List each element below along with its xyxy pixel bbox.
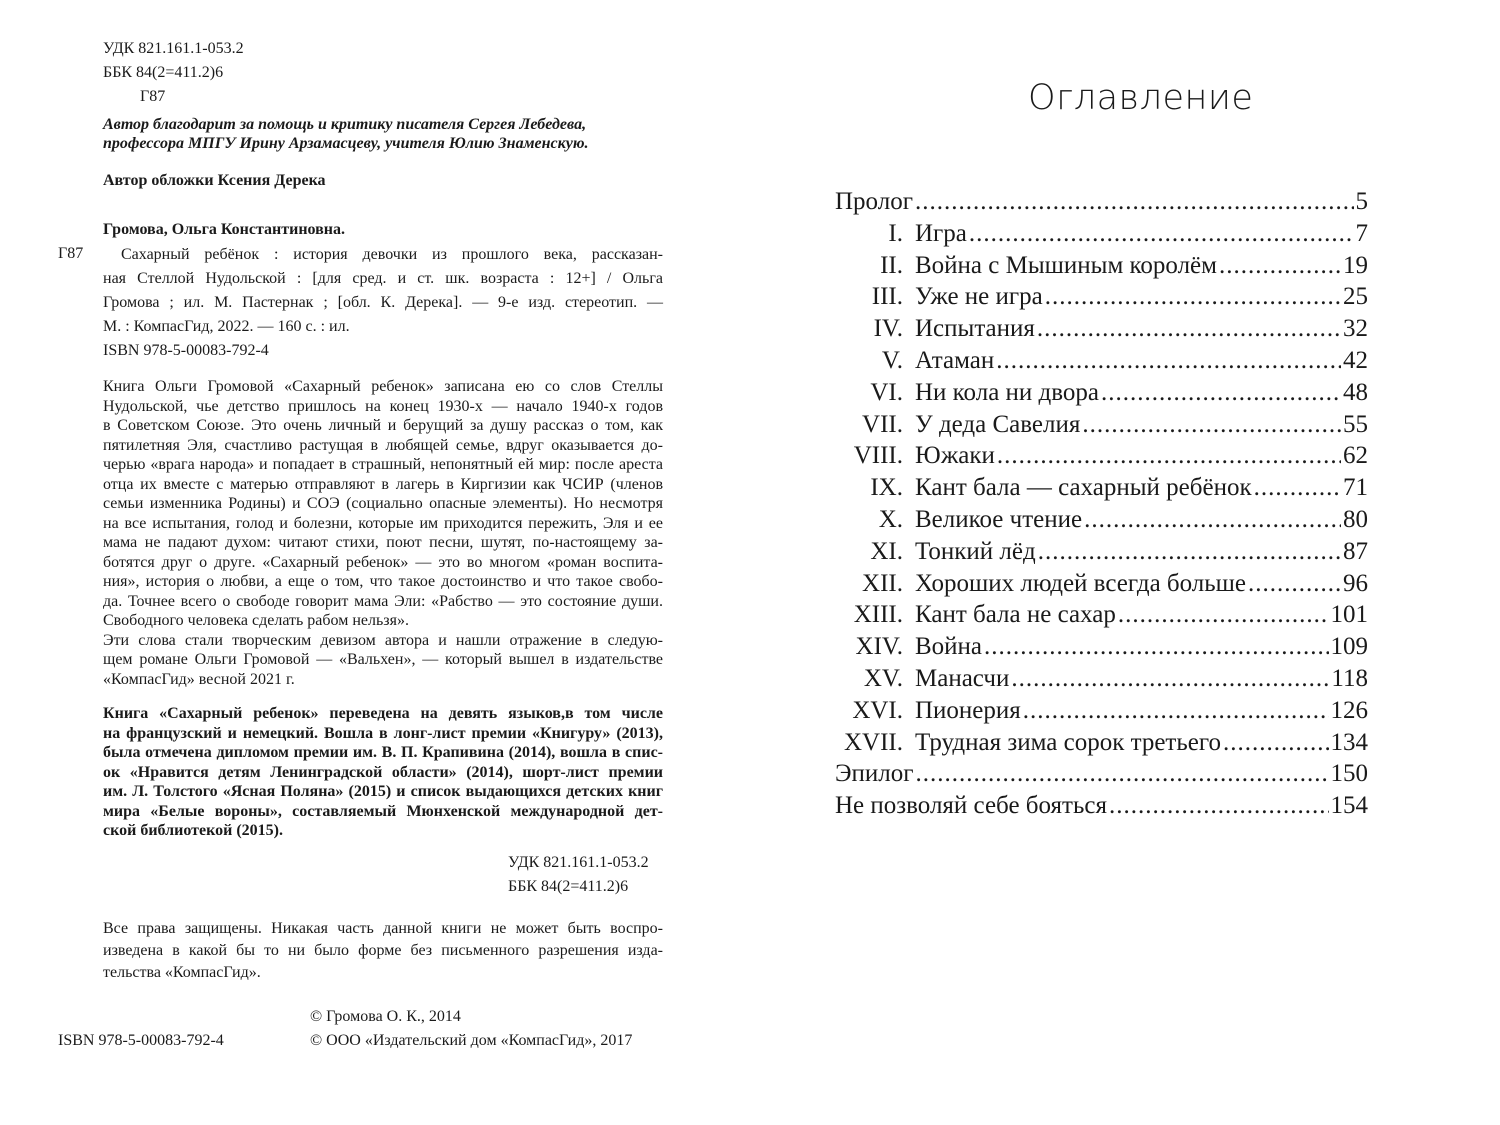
awards-line: ок «Нравится детям Ленинградской области» (2014), шорт-лист премии <box>103 763 663 781</box>
toc-page-number: 5 <box>1355 188 1368 215</box>
toc-entry[interactable] <box>835 345 1368 377</box>
annotation-line: щем романе Ольги Громовой — «Вальхен», — который вышел в издательстве <box>103 651 663 668</box>
annotation-line: ния», история о любви, а еще о том, что такое достоинство и что такое свобо- <box>103 573 663 590</box>
annotation-line: мама не падают духом: читают стихи, поют песни, шутят, по-настоящему за- <box>103 534 663 551</box>
toc-chapter-title: Война <box>915 633 983 661</box>
toc-entry[interactable] <box>835 758 1368 790</box>
toc-entry[interactable] <box>835 281 1368 313</box>
annotation-line: ботятся друг о друге. «Сахарный ребенок» — это во многом «роман воспита- <box>103 553 663 571</box>
toc-page-number: 126 <box>1330 696 1368 724</box>
toc-chapter-title: Манасчи <box>915 664 1010 692</box>
biblio-isbn: ISBN 978-5-00083-792-4 <box>103 342 269 359</box>
toc-entry[interactable] <box>835 409 1368 441</box>
toc-page-number: 154 <box>1330 792 1368 820</box>
annotation-line: на все испытания, голод и болезни, которые им приходится пережить, Эля и ее <box>103 514 663 532</box>
toc-chapter-title: Великое чтение <box>915 505 1083 533</box>
toc-entry[interactable] <box>835 631 1368 663</box>
awards-line: мира «Белые вороны», составляемый Мюнхенской международной дет- <box>103 802 663 820</box>
awards-line: Книга «Сахарный ребенок» переведена на девять языков,в том числе <box>103 705 663 722</box>
toc-chapter-title: Южаки <box>915 442 995 470</box>
toc-page-number: 25 <box>1343 283 1368 311</box>
contents-page <box>750 0 1500 1125</box>
annotation-line: да. Точнее всего о свободе говорит мама Эли: «Рабство — это состояние души. <box>103 592 663 610</box>
author-sign: Г87 <box>140 88 166 105</box>
isbn: ISBN 978-5-00083-792-4 <box>58 1032 224 1049</box>
toc-page-number: 71 <box>1343 474 1368 502</box>
toc-chapter-title: Пионерия <box>915 696 1021 724</box>
side-author-sign: Г87 <box>58 245 84 262</box>
toc-page-number: 7 <box>1355 219 1368 247</box>
toc-page-number: 96 <box>1343 569 1368 597</box>
udk-code-bottom: УДК 821.161.1-053.2 <box>508 854 649 871</box>
toc-entry[interactable] <box>835 790 1368 822</box>
toc-chapter-number: VII. <box>862 410 903 438</box>
biblio-line: Сахарный ребёнок : история девочки из прошлого века, рассказан- <box>121 246 663 263</box>
toc-dot-leader <box>969 218 1354 250</box>
toc-entry[interactable] <box>835 250 1368 282</box>
toc-page-number: 42 <box>1343 346 1368 374</box>
toc-page-number: 62 <box>1343 442 1368 470</box>
toc-chapter-number: XIV. <box>855 633 903 661</box>
toc-entry[interactable] <box>835 186 1368 218</box>
toc-dot-leader <box>1219 250 1341 282</box>
toc-dot-leader <box>916 758 1329 790</box>
toc-dot-leader <box>1082 409 1341 441</box>
toc-chapter-number: XI. <box>870 537 903 565</box>
toc-chapter-number: I. <box>888 219 903 247</box>
rights-line: изведена в какой бы то ни было форме без письменного разрешения изда- <box>103 942 663 959</box>
toc-page-number: 101 <box>1330 601 1368 629</box>
toc-chapter-title: Кант бала — сахарный ребёнок <box>915 474 1252 502</box>
toc-chapter-title: Уже не игра <box>915 283 1043 311</box>
acknowledgements <box>103 115 663 154</box>
annotation-line: отца их вместе с матерью отправляют в лагерь в Киргизии как ЧСИР (членов <box>103 475 663 493</box>
toc-chapter-number: XIII. <box>853 601 903 629</box>
toc-entry[interactable] <box>835 663 1368 695</box>
toc-entry[interactable] <box>835 536 1368 568</box>
toc-chapter-number: XII. <box>862 569 903 597</box>
toc-dot-leader <box>1254 472 1341 504</box>
toc-entry[interactable] <box>835 568 1368 600</box>
toc-entry[interactable] <box>835 599 1368 631</box>
toc-entry[interactable] <box>835 472 1368 504</box>
toc-chapter-number: XVII. <box>843 728 903 756</box>
main-author: Громова, Ольга Константиновна. <box>103 221 345 238</box>
cover-author: Автор обложки Ксения Дерека <box>103 172 326 189</box>
toc-dot-leader <box>1038 536 1341 568</box>
toc-chapter-title: Эпилог <box>835 760 914 788</box>
annotation-line: «КомпасГид» весной 2021 г. <box>103 670 295 688</box>
toc-chapter-title: Война с Мышиным королём <box>915 251 1217 279</box>
toc-dot-leader <box>1084 504 1341 536</box>
toc-dot-leader <box>1223 727 1329 759</box>
acknowledgements-line: профессора МПГУ Ирину Арзамасцеву, учителя Юлию Знаменскую. <box>103 135 589 153</box>
toc-dot-leader <box>915 186 1354 218</box>
toc-dot-leader <box>996 345 1341 377</box>
awards-line: на французский и немецкий. Вошла в лонг-лист премии «Книгуру» (2013), <box>103 724 663 742</box>
toc-chapter-title: Атаман <box>915 346 995 374</box>
toc-chapter-title: Хороших людей всегда больше <box>915 569 1247 597</box>
annotation-line: Эти слова стали творческим девизом автора и нашли отражение в следую- <box>103 631 663 649</box>
rights-line: тельства «КомпасГид». <box>103 964 261 981</box>
toc-entry[interactable] <box>835 727 1368 759</box>
toc-page-number: 87 <box>1343 537 1368 565</box>
toc-entry[interactable] <box>835 313 1368 345</box>
toc-dot-leader <box>1045 281 1341 313</box>
toc-chapter-title: Тонкий лёд <box>915 537 1036 565</box>
toc-page-number: 134 <box>1330 728 1368 756</box>
toc-dot-leader <box>984 631 1328 663</box>
rights-notice <box>103 918 663 984</box>
annotation-line: в Советском Союзе. Это очень личный и берущий за душу рассказ о том, как <box>103 417 663 434</box>
toc-dot-leader <box>1101 377 1341 409</box>
toc-dot-leader <box>1023 695 1329 727</box>
bibliographic-record <box>103 243 663 363</box>
toc-entry[interactable] <box>835 218 1368 250</box>
contents-title: Оглавление <box>1028 78 1254 118</box>
acknowledgements-line: Автор благодарит за помощь и критику писателя Сергея Лебедева, <box>103 116 587 133</box>
toc-chapter-title: Не позволяй себе бояться <box>835 792 1107 820</box>
awards <box>103 704 663 841</box>
toc-chapter-number: III. <box>871 283 903 311</box>
copyright-author: © Громова О. К., 2014 <box>310 1008 461 1025</box>
annotation-line: Нудольской, чье детство пришлось на конец 1930-х — начало 1940-х годов <box>103 397 663 415</box>
rights-line: Все права защищены. Никакая часть данной книги не может быть воспро- <box>103 920 663 937</box>
annotation <box>103 377 663 689</box>
toc-entry[interactable] <box>835 377 1368 409</box>
biblio-line: ная Стеллой Нудольской : [для сред. и ст. шк. возраста : 12+] / Ольга <box>103 270 663 287</box>
awards-line: была отмечена дипломом премии им. В. П. Крапивина (2014), вошла в спис- <box>103 744 663 761</box>
toc-dot-leader <box>1109 790 1329 822</box>
toc-page-number: 48 <box>1343 378 1368 406</box>
toc-entry[interactable] <box>835 504 1368 536</box>
toc-chapter-number: II. <box>880 251 903 279</box>
toc-chapter-number: X. <box>878 505 903 533</box>
toc-chapter-number: IX. <box>870 474 903 502</box>
toc-page-number: 55 <box>1343 410 1368 438</box>
bbk-code: ББК 84(2=411.2)6 <box>103 64 224 81</box>
toc-page-number: 118 <box>1331 664 1368 692</box>
toc-dot-leader <box>1248 568 1341 600</box>
annotation-line: семьи изменника Родины) и СОЭ (социально опасные элементы). Но несмотря <box>103 495 663 512</box>
toc-chapter-number: VI. <box>870 378 903 406</box>
copyright-publisher: © ООО «Издательский дом «КомпасГид», 2017 <box>310 1032 633 1049</box>
toc-chapter-title: Испытания <box>915 315 1035 343</box>
awards-line: им. Л. Толстого «Ясная Поляна» (2015) и список выдающихся детских книг <box>103 783 663 800</box>
toc-entry[interactable] <box>835 440 1368 472</box>
toc-chapter-title: Ни кола ни двора <box>915 378 1100 406</box>
toc-chapter-number: XV. <box>863 664 903 692</box>
toc-dot-leader <box>1118 599 1329 631</box>
toc-dot-leader <box>997 440 1341 472</box>
bbk-code-bottom: ББК 84(2=411.2)6 <box>508 878 629 895</box>
biblio-line: Громова ; ил. М. Пастернак ; [обл. К. Дерека]. — 9-е изд. стереотип. — <box>103 294 663 311</box>
annotation-line: Свободного человека сделать рабом нельзя». <box>103 612 409 629</box>
udk-code: УДК 821.161.1-053.2 <box>103 40 244 57</box>
toc-page-number: 32 <box>1343 315 1368 343</box>
toc-chapter-number: IV. <box>873 315 903 343</box>
awards-line: ской библиотекой (2015). <box>103 822 283 839</box>
toc-page-number: 109 <box>1330 633 1368 661</box>
toc-chapter-number: VIII. <box>853 442 903 470</box>
toc-dot-leader <box>1037 313 1341 345</box>
annotation-line: Книга Ольги Громовой «Сахарный ребенок» записана ею со слов Стеллы <box>103 378 663 395</box>
toc-dot-leader <box>1011 663 1329 695</box>
biblio-line: М. : КомпасГид, 2022. — 160 с. : ил. <box>103 318 350 335</box>
toc-chapter-title: У деда Савелия <box>915 410 1081 438</box>
toc-chapter-title: Кант бала не сахар <box>915 601 1116 629</box>
table-of-contents <box>835 186 1368 822</box>
toc-chapter-title: Трудная зима сорок третьего <box>915 728 1221 756</box>
toc-chapter-title: Игра <box>915 219 967 247</box>
toc-chapter-title: Пролог <box>835 188 913 215</box>
toc-page-number: 19 <box>1343 251 1368 279</box>
annotation-line: пятилетняя Эля, счастливо растущая в любящей семье, вдруг оказывается до- <box>103 436 663 454</box>
toc-entry[interactable] <box>835 695 1368 727</box>
toc-chapter-number: XVI. <box>852 696 903 724</box>
toc-page-number: 80 <box>1343 505 1368 533</box>
toc-page-number: 150 <box>1330 760 1368 788</box>
toc-chapter-number: V. <box>881 346 903 374</box>
annotation-line: черью «врага народа» и попадает в страшный, непонятный ей мир: после ареста <box>103 456 663 473</box>
